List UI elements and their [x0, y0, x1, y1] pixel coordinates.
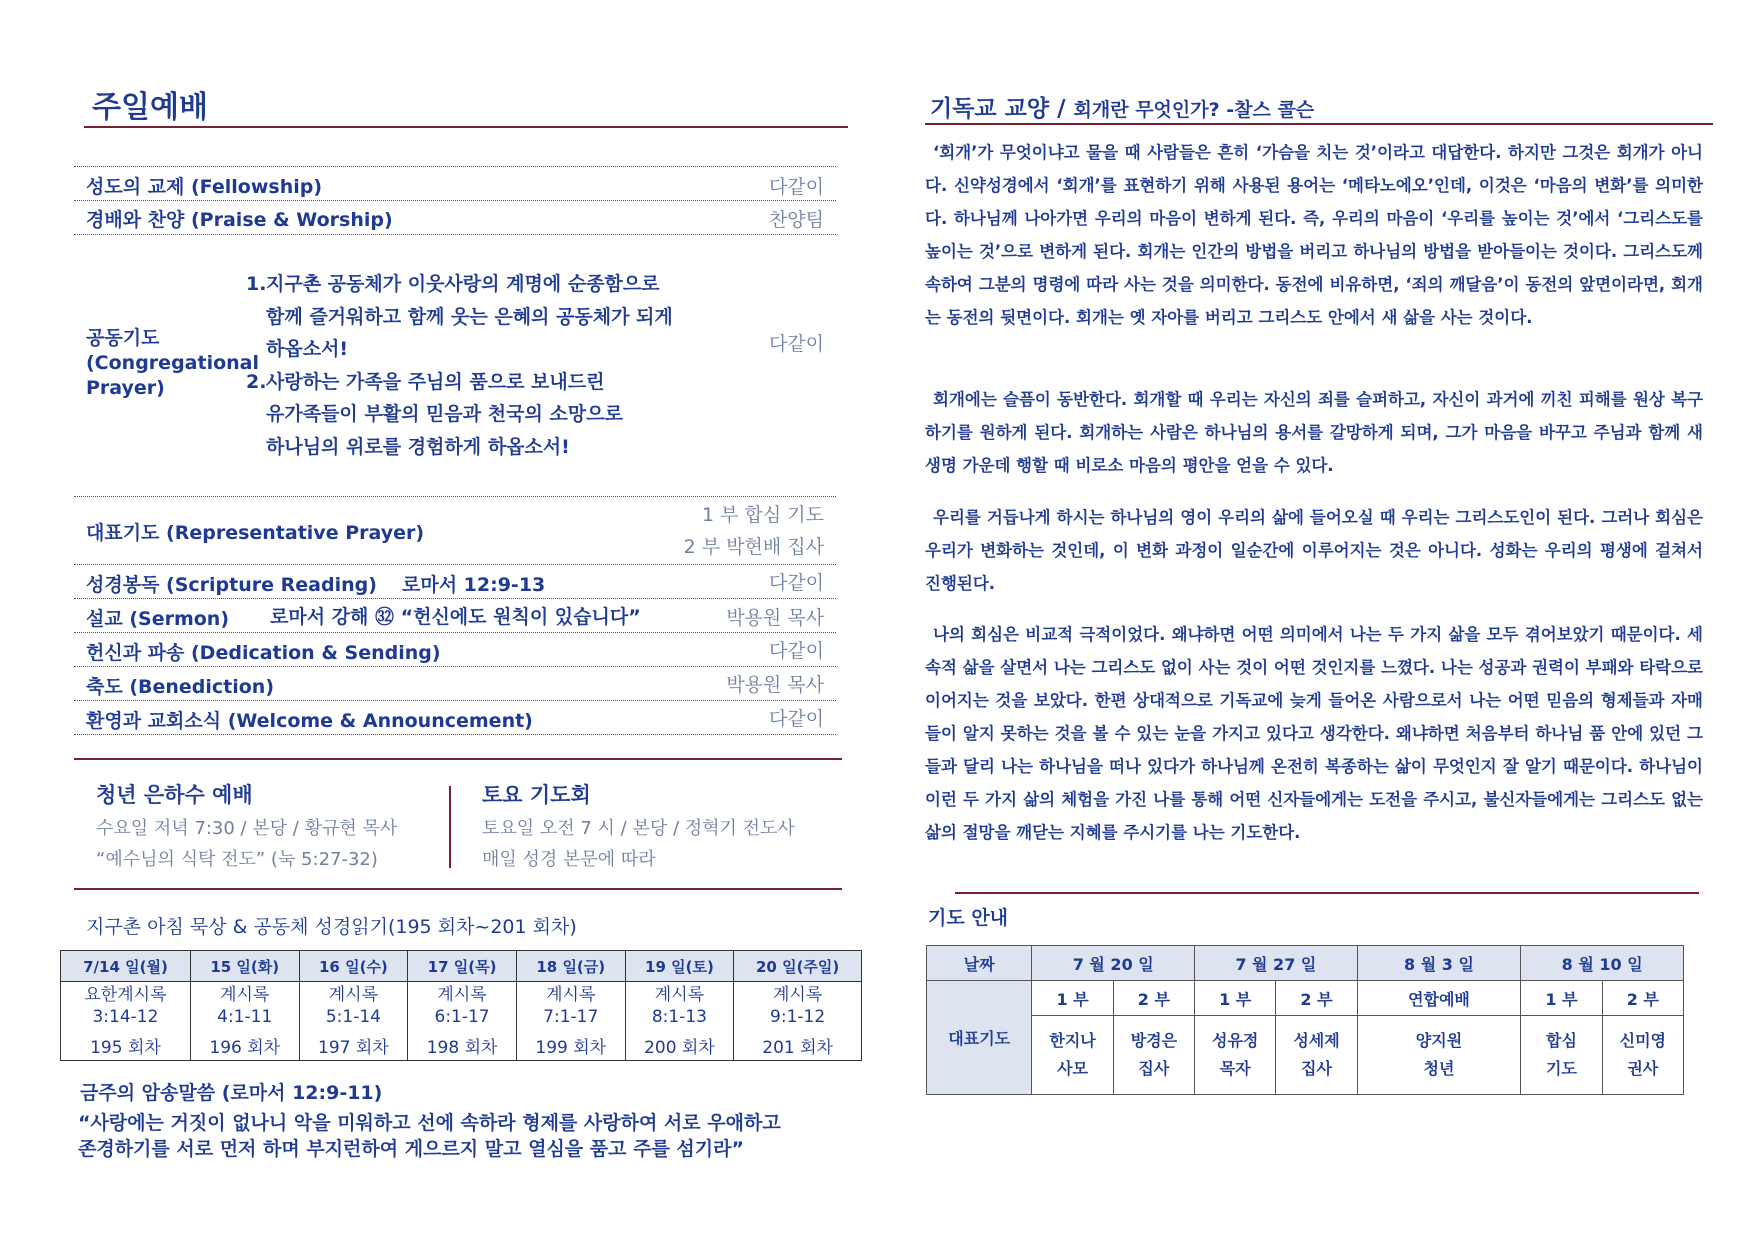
education-paragraph: [925, 136, 1703, 334]
book-ref: 5:1-14: [325, 1007, 381, 1027]
prayer-line: 사랑하는 가족을 주님의 품으로 보내드린: [266, 370, 605, 393]
order-who: 박용원 목사: [726, 674, 824, 696]
prayer-leader: [1032, 1016, 1113, 1095]
name-line: (Congregational: [86, 352, 259, 374]
book-ref: 6:1-17: [434, 1007, 490, 1027]
education-paragraph: [925, 383, 1703, 482]
order-who: 2 부 박현배 집사: [683, 536, 824, 558]
leader-role: 기도: [1545, 1059, 1577, 1078]
reading-cell: [625, 982, 734, 1031]
paragraph-text: ‘회개’가 무엇이냐고 물을 때 사람들은 흔히 ‘가슴을 치는 것’이라고 대답한다. 하지만 그것은 회개가 아니다. 신약성경에서 ‘회개’를 표현하기 위해 사용된 용어는 ‘메타노에오’인데, 이것은 ‘마음의 변화’를 의미한다. 하나님께 나아가면 우리의 마음이 변하게 된다. 즉, 우리의 마음이 ‘우리를 높이는 것’에서 ‘그리스도를 높이는 것’으로 변하게 된다. 회개는 인간의 방법을 버리고 하나님의 방법을 받아들이는 것이다. 그리스도께 속하여 그분의 명령에 따라 사는 것을 의미한다. 동전에 비유하면, ‘죄의 깨달음’이 동전의 앞면이라면, 회개는 동전의 뒷면이다. 회개는 옛 자아를 버리고 그리스도 안에서 새 삶을 사는 것이다.: [925, 143, 1703, 327]
education-paragraph: [925, 501, 1703, 600]
order-who: 1 부 합심 기도: [702, 504, 824, 526]
prayer-guide-title: 기도 안내: [928, 907, 1009, 929]
saturday-prayer-title: 토요 기도회: [482, 783, 591, 807]
prayer-line: 유가족들이 부활의 믿음과 천국의 소망으로: [266, 403, 623, 425]
date-header: 7 월 27 일: [1195, 946, 1358, 981]
order-name: 경배와 찬양 (Praise & Worship): [86, 209, 393, 231]
leader-name: 신미영: [1619, 1031, 1666, 1050]
reading-count: 200 회차: [625, 1030, 734, 1061]
leader-name: 합심: [1545, 1031, 1577, 1050]
day-header: 20 일(주일): [734, 951, 862, 982]
order-row-benediction: [74, 666, 836, 701]
leader-role: 집사: [1301, 1059, 1332, 1078]
leader-name: 방경은: [1130, 1031, 1178, 1050]
order-who: 다같이: [768, 333, 824, 355]
prayer-list: [246, 268, 673, 463]
prayer-leader: [1195, 1016, 1276, 1095]
order-row-sermon: [74, 598, 836, 633]
session-header: 1 부: [1032, 981, 1113, 1016]
guide-people-row: [927, 1016, 1684, 1095]
session-header: 2 부: [1276, 981, 1357, 1016]
book-ref: 4:1-11: [217, 1007, 273, 1027]
book-name: 계시록: [546, 985, 596, 1005]
order-name: 축도 (Benediction): [86, 676, 275, 698]
box-bottom-rule: [74, 888, 842, 890]
leader-name: 양지원: [1415, 1031, 1463, 1050]
order-who: 찬양팀: [768, 209, 824, 231]
prayer-item: [246, 366, 673, 464]
prayer-item-number: 1.: [246, 273, 267, 295]
reading-cell: [190, 982, 299, 1031]
title-rule: [84, 126, 848, 128]
reading-header-row: [61, 951, 862, 982]
book-name: 계시록: [328, 985, 379, 1005]
order-name: 대표기도 (Representative Prayer): [86, 522, 425, 544]
book-name: 계시록: [654, 985, 705, 1005]
leader-name: 성유정: [1212, 1031, 1259, 1050]
row-label: 대표기도: [927, 981, 1032, 1095]
date-header: 8 월 10 일: [1521, 946, 1684, 981]
leader-role: 집사: [1138, 1059, 1170, 1078]
order-name: 환영과 교회소식 (Welcome & Announcement): [86, 710, 533, 732]
reading-count: 201 회차: [734, 1030, 862, 1061]
prayer-leader: [1276, 1016, 1357, 1095]
day-header: 7/14 일(월): [61, 951, 191, 982]
leader-role: 목자: [1219, 1059, 1251, 1078]
paragraph-text: 나의 회심은 비교적 극적이었다. 왜냐하면 어떤 의미에서 나는 두 가지 삶을 모두 겪어보았기 때문이다. 세속적 삶을 살면서 나는 그리스도 없이 사는 것이 어떤 것인지를 느꼈다. 나는 성공과 권력이 부패와 타락으로 이어지는 것을 보았다. 한편 상대적으로 기독교에 늦게 들어온 사람으로서 나는 어떤 믿음의 형제들과 자매들이 알지 못하는 것을 볼 수 있는 눈을 가지고 있다고 생각한다. 왜냐하면 처음부터 하나님 품 안에 있던 그들과 달리 나는 하나님을 떠나 있다가 하나님께 온전히 복종하는 삶이 무엇인지 잘 알기 때문이다. 하나님이 이런 두 가지 삶의 체험을 가진 나를 통해 어떤 신자들에게는 도전을 주시고, 불신자들에게는 그리스도 없는 삶의 절망을 깨닫는 지혜를 주시기를 나는 기도한다.: [925, 625, 1703, 842]
session-header: 1 부: [1521, 981, 1602, 1016]
reading-cell: [734, 982, 862, 1031]
prayer-item-number: 2.: [246, 370, 267, 393]
sermon-title: 로마서 강해 ㉜ “헌신에도 원칙이 있습니다”: [270, 606, 641, 628]
youth-worship-time: 수요일 저녁 7:30 / 본당 / 황규현 목사: [96, 818, 398, 839]
memory-verse-line: 존경하기를 서로 먼저 하며 부지런하여 게으르지 말고 열심을 품고 주를 섬기라”: [78, 1138, 744, 1160]
order-row-dedication: [74, 632, 836, 667]
order-name: 헌신과 파송 (Dedication & Sending): [86, 642, 441, 664]
prayer-leader: [1357, 1016, 1521, 1095]
session-header: 2 부: [1113, 981, 1194, 1016]
book-ref: 7:1-17: [543, 1007, 599, 1027]
day-header: 18 일(금): [516, 951, 625, 982]
congregational-prayer-name: [86, 326, 259, 401]
prayer-leader: [1602, 1016, 1683, 1095]
memory-verse-title: 금주의 암송말씀 (로마서 12:9-11): [80, 1082, 383, 1104]
scripture-reference: 로마서 12:9-13: [402, 574, 546, 596]
reading-plan-title: 지구촌 아침 묵상 & 공동체 성경읽기(195 회차~201 회차): [86, 916, 577, 938]
order-who: 다같이: [768, 708, 824, 730]
name-line: 공동기도: [86, 327, 160, 349]
book-name: 계시록: [772, 985, 823, 1005]
leader-name: 한지나: [1049, 1031, 1096, 1050]
day-header: 19 일(토): [625, 951, 734, 982]
order-name: 설교 (Sermon): [86, 608, 230, 630]
date-header: 8 월 3 일: [1357, 946, 1521, 981]
order-row-fellowship: [74, 166, 836, 201]
saturday-prayer-time: 토요일 오전 7 시 / 본당 / 정혁기 전도사: [482, 818, 795, 839]
youth-worship-topic: “예수님의 식탁 전도” (눅 5:27-32): [96, 849, 378, 870]
saturday-prayer-note: 매일 성경 본문에 따라: [482, 849, 656, 870]
reading-count: 198 회차: [408, 1030, 517, 1061]
order-who: 다같이: [768, 640, 824, 662]
name-line: Prayer): [86, 377, 165, 399]
leader-role: 청년: [1423, 1059, 1455, 1078]
session-header: 2 부: [1602, 981, 1683, 1016]
prayer-leader: [1521, 1016, 1602, 1095]
title-rule: [925, 123, 1713, 125]
reading-cell: [516, 982, 625, 1031]
prayer-item: [246, 268, 673, 366]
section-rule: [955, 892, 1699, 894]
session-header: 연합예배: [1357, 981, 1521, 1016]
date-header: 7 월 20 일: [1032, 946, 1195, 981]
book-name: 요한계시록: [84, 985, 167, 1005]
reading-cell: [408, 982, 517, 1031]
reading-count: 199 회차: [516, 1030, 625, 1061]
box-top-rule: [74, 758, 842, 760]
leader-role: 사모: [1057, 1059, 1089, 1078]
worship-title: 주일예배: [92, 90, 208, 125]
reading-count: 195 회차: [61, 1030, 191, 1061]
prayer-line: 지구촌 공동체가 이웃사랑의 계명에 순종함으로: [266, 273, 660, 295]
paragraph-text: 회개에는 슬픔이 동반한다. 회개할 때 우리는 자신의 죄를 슬퍼하고, 자신이 과거에 끼친 피해를 원상 복구하기를 원하게 된다. 회개하는 사람은 하나님의 용서를 갈망하게 되며, 그가 마음을 바꾸고 주님과 함께 새 생명 가운데 행할 때 비로소 마음의 평안을 얻을 수 있다.: [925, 390, 1703, 475]
prayer-line: 하옵소서!: [266, 338, 349, 360]
reading-count: 197 회차: [299, 1030, 408, 1061]
guide-date-row: [927, 946, 1684, 981]
prayer-line: 하나님의 위로를 경험하게 하옵소서!: [266, 435, 570, 458]
memory-verse-line: “사랑에는 거짓이 없나니 악을 미워하고 선에 속하라 형제를 사랑하여 서로 우애하고: [78, 1112, 781, 1134]
youth-worship-title: 청년 은하수 예배: [96, 783, 253, 807]
reading-cell: [61, 982, 191, 1031]
leader-name: 성세제: [1293, 1031, 1340, 1050]
leader-role: 권사: [1627, 1059, 1659, 1078]
reading-plan-table: [60, 950, 862, 1061]
order-who: 다같이: [768, 572, 824, 594]
day-header: 16 일(수): [299, 951, 408, 982]
reading-count: 196 회차: [190, 1030, 299, 1061]
paragraph-text: 우리를 거듭나게 하시는 하나님의 영이 우리의 삶에 들어오실 때 우리는 그리스도인이 된다. 그러나 회심은 우리가 변화하는 것인데, 이 변화 과정이 일순간에 이루어지는 것은 아니다. 성화는 우리의 평생에 걸쳐서 진행된다.: [925, 508, 1703, 593]
order-who: 다같이: [768, 176, 824, 198]
education-paragraph: [925, 618, 1703, 849]
book-ref: 3:14-12: [92, 1007, 159, 1027]
book-ref: 9:1-12: [770, 1007, 826, 1027]
reading-count-row: [61, 1030, 862, 1061]
order-row-welcome: [74, 700, 836, 735]
book-name: 계시록: [437, 985, 487, 1005]
date-label: 날짜: [927, 946, 1032, 981]
reading-book-row: [61, 982, 862, 1031]
prayer-guide-table: [926, 945, 1684, 1095]
order-name: 성도의 교제 (Fellowship): [86, 176, 323, 198]
day-header: 15 일(화): [190, 951, 299, 982]
title-slash: /: [1057, 96, 1066, 122]
education-title-main: 기독교 교양: [930, 96, 1050, 122]
order-name: 성경봉독 (Scripture Reading): [86, 574, 377, 596]
book-ref: 8:1-13: [651, 1007, 707, 1027]
day-header: 17 일(목): [408, 951, 517, 982]
order-row-representative-prayer: [74, 496, 836, 565]
book-name: 계시록: [220, 985, 270, 1005]
box-divider: [449, 786, 451, 868]
order-row-scripture: [74, 564, 836, 599]
reading-cell: [299, 982, 408, 1031]
education-title: [930, 90, 1314, 123]
order-who: 박용원 목사: [726, 607, 824, 629]
session-header: 1 부: [1195, 981, 1276, 1016]
prayer-line: 함께 즐거워하고 함께 웃는 은혜의 공동체가 되게: [266, 305, 673, 328]
education-subtitle: 회개란 무엇인가? -찰스 콜슨: [1073, 99, 1315, 121]
guide-session-row: [927, 981, 1684, 1016]
prayer-leader: [1113, 1016, 1194, 1095]
order-row-praise: [74, 200, 836, 235]
